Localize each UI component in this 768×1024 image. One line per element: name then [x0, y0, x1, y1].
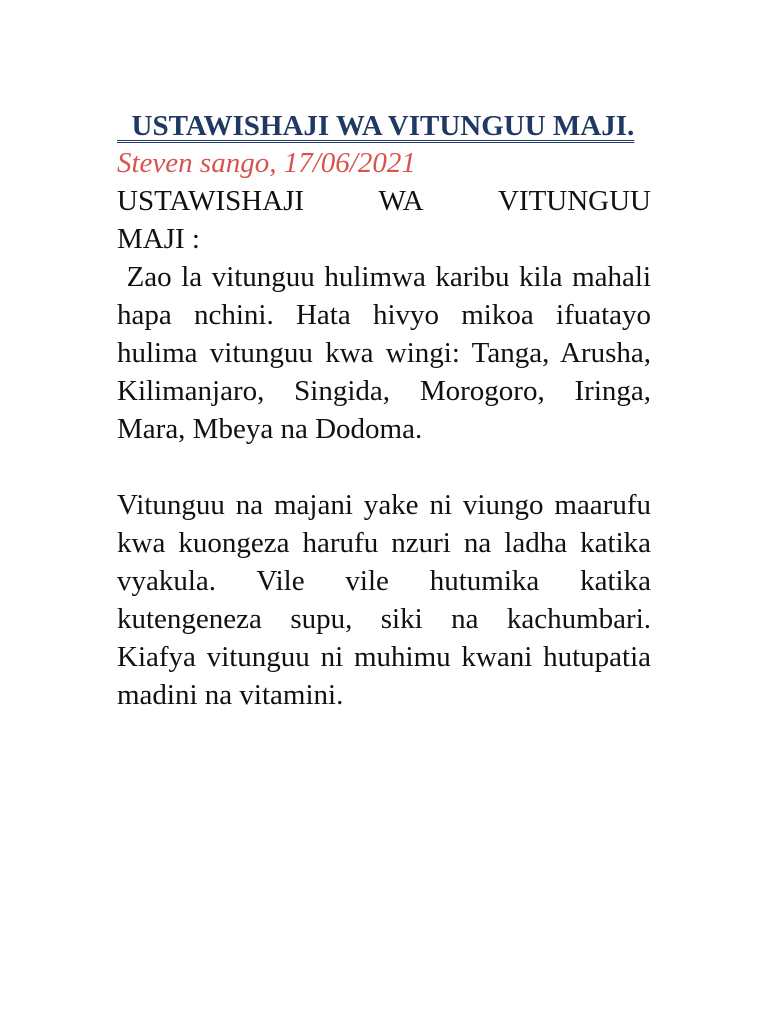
- author-date-byline: Steven sango, 17/06/2021: [117, 147, 416, 179]
- document-page: [117, 108, 659, 714]
- document-title: USTAWISHAJI WA VITUNGUU MAJI.: [117, 110, 635, 142]
- body-paragraph-2: Vitunguu na majani yake ni viungo maarufu kwa kuongeza harufu nzuri na ladha katika vyakula. Vile vile hutumika katika kutengeneza supu, siki na kachumbari. Kiafya vitunguu ni muhimu kwani hutupatia madini na vitamini.: [117, 489, 659, 711]
- heading-word: USTAWISHAJI: [117, 185, 305, 217]
- heading-tail: MAJI :: [117, 223, 200, 255]
- body-paragraph-1: Zao la vitunguu hulimwa karibu kila mahali hapa nchini. Hata hivyo mikoa ifuatayo hulima vitunguu kwa wingi: Tanga, Arusha, Kilimanjaro, Singida, Morogoro, Iringa, Mara, Mbeya na Dodoma.: [117, 261, 659, 445]
- section-heading-line: [117, 182, 651, 220]
- section-heading: [117, 182, 651, 258]
- heading-word: VITUNGUU: [497, 185, 651, 217]
- paragraph-spacer: [117, 448, 651, 486]
- heading-word: WA: [378, 185, 424, 217]
